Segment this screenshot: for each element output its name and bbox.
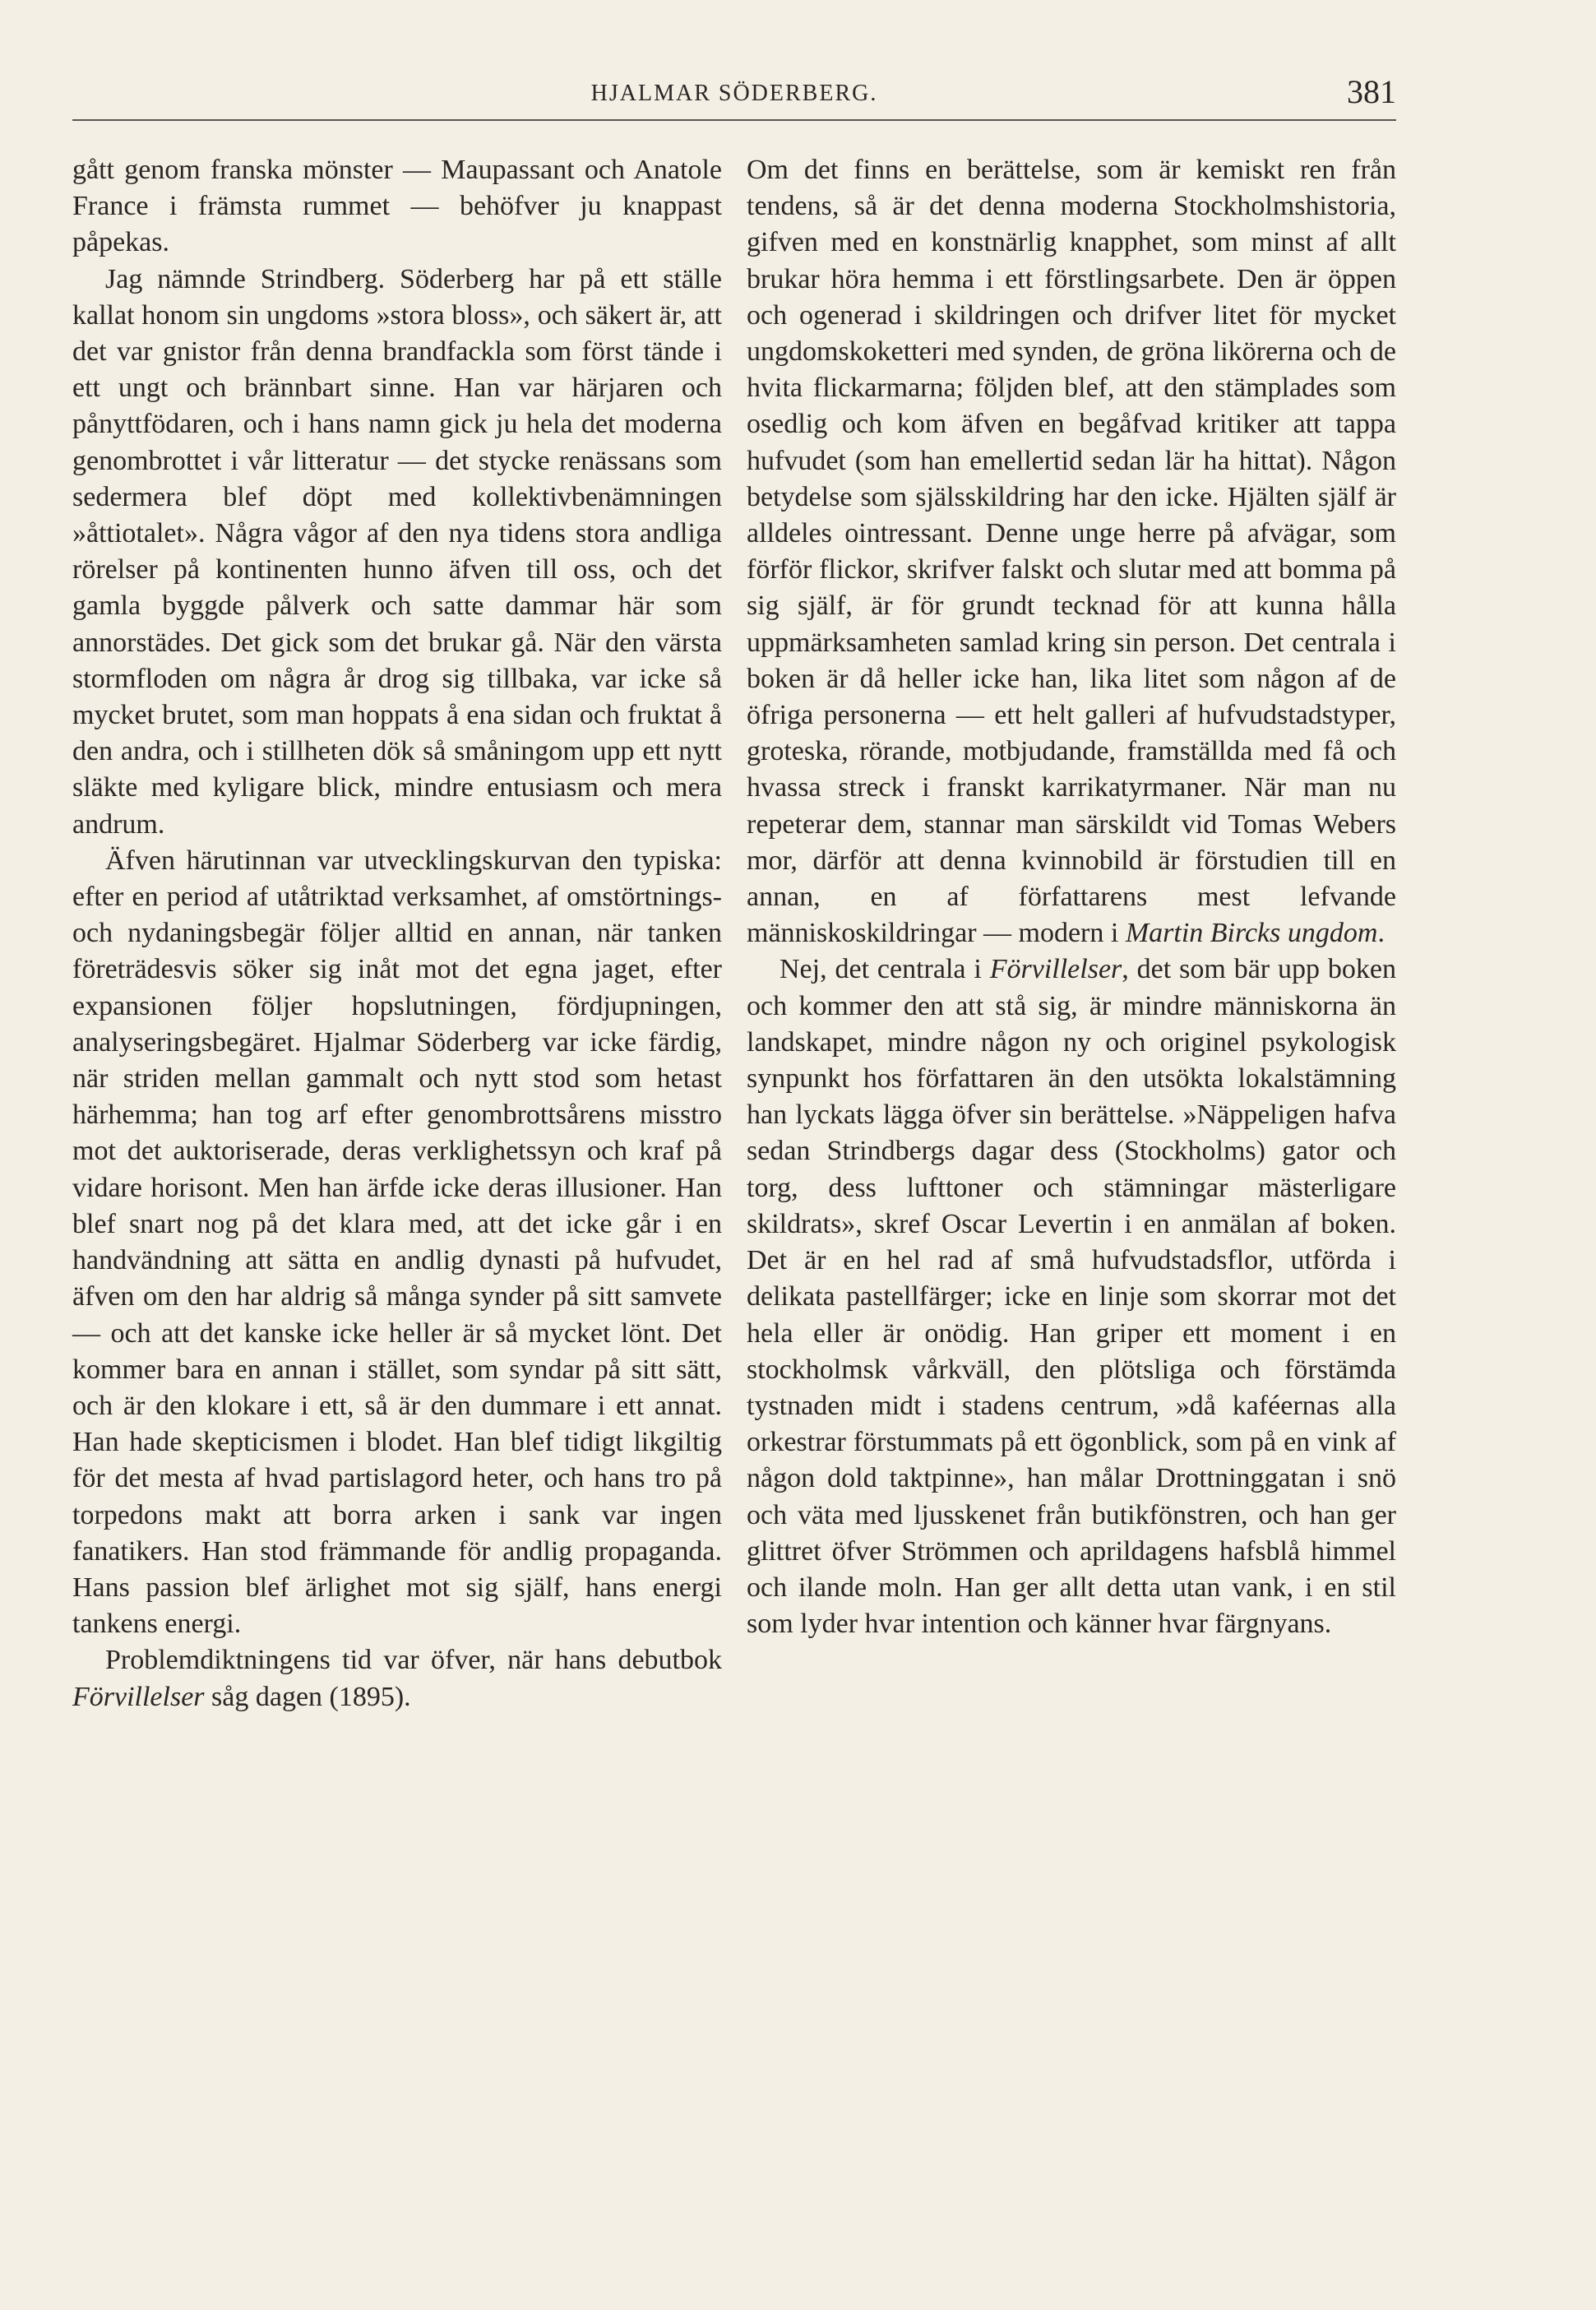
page-number: 381 [1347,73,1396,110]
text-run: , det som bär upp boken och kommer den att stå sig, är mindre människorna än landskapet, mindre någon ny och originel psykologisk synpunkt hos författaren än den utsökta lokalstämning han lyckats lägga öfver sin berättelse. »Näppeligen hafva sedan Strindbergs dagar dess (Stockholms) gator och torg, dess lufttoner och stämningar mästerligare skildrats», skref Oscar Levertin i en anmälan af boken. Det är en hel rad af små hufvudstadsflor, utförda i delikata pastellfärger; icke en linje som skorrar mot det hela eller är onödig. Han griper ett moment i en stockholmsk vårkväll, den plötsliga och förstämda tystnaden midt i stadens centrum, »då kaféernas alla orkestrar förstummats på ett ögonblick, som på en vink af någon dold taktpinne», han målar Drottninggatan i snö och väta med ljusskenet från butikfönstren, och han ger glittret öfver Strömmen och aprildagens hafsblå himmel och ilande moln. Han ger allt detta utan vank, i en stil som lyder hvar intention och känner hvar färgnyans. [747,954,1396,1640]
text-run: såg dagen (1895). [204,1681,411,1712]
paragraph: Äfven härutinnan var utvecklingskurvan den typiska: efter en period af utåtriktad verksamhet, af omstörtnings- och nydaningsbegär följer alltid en annan, när tanken företrädesvis söker sig inåt mot det egna jaget, efter expansionen följer hopslutningen, fördjupningen, analyseringsbegäret. Hjalmar Söderberg var icke färdig, när striden mellan gammalt och nytt stod som hetast härhemma; han tog arf efter genombrottsårens misstro mot det auktoriserade, deras verklighetssyn och kraf på vidare horisont. Men han ärfde icke deras illusioner. Han blef snart nog på det klara med, att det icke går i en handvändning att sätta en andlig dynasti på hufvudet, äfven om den har aldrig så många synder på sitt samvete — och att det kanske icke heller är så mycket lönt. Det kommer bara en annan i stället, som syndar på sitt sätt, och är den klokare i ett, så är den dummare i ett annat. Han hade skepticismen i blodet. Han blef tidigt likgiltig för det mesta af hvad partislagord heter, och hans tro på torpedons makt att borra arken i sank var ingen fanatikers. Han stod främmande för andlig propaganda. Hans passion blef ärlighet mot sig själf, hans energi tankens energi. [72,845,722,1640]
paragraph: Jag nämnde Strindberg. Söderberg har på ett ställe kallat honom sin ungdoms »stora bloss», och säkert är, att det var gnistor från denna brandfackla som först tände i ett ungt och brännbart sinne. Han var härjaren och pånyttfödaren, och i hans namn gick ju hela det moderna genombrottet i vår litteratur — det stycke renässans som sedermera blef döpt med kollektivbenämningen »åttiotalet». Några vågor af den nya tidens stora andliga rörelser på kontinenten hunno äfven till oss, och det gamla byggde pålverk och satte dammar här som annorstädes. Det gick som det brukar gå. När den värsta stormfloden om några år drog sig tillbaka, var icke så mycket brutet, som man hoppats å ena sidan och fruktat å den andra, och i stillheten dök så småningom upp ett nytt släkte med kyligare blick, mindre entusiasm och mera andrum. [72,263,722,840]
text-run: . [1377,918,1385,949]
running-head: HJALMAR SÖDERBERG. [590,81,878,106]
paragraph [747,152,1396,951]
right-column [747,152,1396,1642]
book-title: Förvillelser [989,954,1122,985]
text-run: Nej, det centrala i [779,954,990,985]
paragraph: gått genom franska mönster — Maupassant och Anatole France i främsta rummet — behöfver ju knappast påpekas. [72,155,722,258]
header-rule [72,119,1396,121]
paragraph [747,951,1396,1642]
text-run: Om det finns en berättelse, som är kemiskt ren från tendens, så är det denna moderna Stockholmshistoria, gifven med en konstnärlig knapphet, som minst af allt brukar höra hemma i ett förstlingsarbete. Den är öppen och ogenerad i skildringen och drifver litet för mycket ungdomskoketteri med synden, de gröna likörerna och de hvita flickarmarna; följden blef, att den stämplades som osedlig och kom äfven en begåfvad kritiker att tappa hufvudet (som han emellertid sedan lär ha hittat). Någon betydelse som själsskildring har den icke. Hjälten själf är alldeles ointressant. Denne unge herre på afvägar, som förför flickor, skrifver falskt och slutar med att bomma på sig själf, är för grundt tecknad för att kunna hålla uppmärksamheten samlad kring sin person. Det centrala i boken är då heller icke han, lika litet som någon af de öfriga personerna — ett helt galleri af hufvudstadstyper, groteska, rörande, motbjudande, framställda med få och hvassa streck i franskt karrikatyrmaner. När man nu repeterar dem, stannar man särskildt vid Tomas Webers mor, därför att denna kvinnobild är förstudien till en annan, en af författarens mest lefvande människoskildringar — modern i [747,155,1396,949]
book-title: Martin Bircks ungdom [1125,918,1378,949]
text-run: Problemdiktningens tid var öfver, när hans debutbok [105,1645,722,1676]
left-column [72,152,722,1715]
book-title: Förvillelser [72,1681,205,1712]
page-header [72,59,1396,109]
paragraph [72,1642,722,1715]
